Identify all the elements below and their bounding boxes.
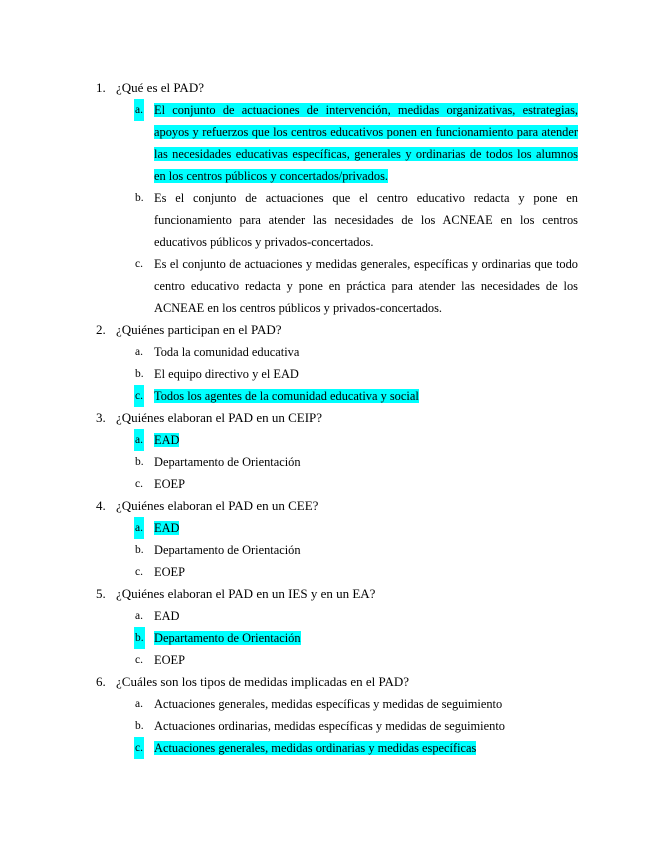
answer-option: [96, 363, 578, 385]
answer-text-wrapper: [154, 253, 578, 319]
answer-option: [96, 341, 578, 363]
answer-text-wrapper: [154, 363, 578, 385]
question-item: [96, 495, 578, 583]
answer-text: Actuaciones generales, medidas ordinarias y medidas específicas: [154, 741, 477, 755]
question-line: [96, 407, 578, 429]
answer-text: Departamento de Orientación: [154, 455, 301, 469]
question-list: [96, 77, 578, 759]
question-text: ¿Quiénes elaboran el PAD en un CEE?: [116, 498, 319, 513]
answer-text: Es el conjunto de actuaciones y medidas generales, específicas y ordinarias que todo centro educativo redacta y pone en práctica para atender las necesidades de los ACNEAE en los centros públicos y privados-concertados.: [154, 257, 578, 315]
answer-letter: b.: [135, 544, 144, 556]
answer-letter: b.: [135, 192, 144, 204]
answer-text-wrapper: [154, 693, 578, 715]
question-number: 3.: [96, 410, 106, 425]
answer-option: [96, 649, 578, 671]
answer-text: EAD: [154, 609, 180, 623]
answer-text: EAD: [154, 521, 180, 535]
question-item: [96, 407, 578, 495]
answer-option-highlighted: [96, 737, 578, 759]
answer-option: [96, 693, 578, 715]
question-text: ¿Qué es el PAD?: [116, 80, 204, 95]
question-line: [96, 319, 578, 341]
answer-letter: c.: [135, 258, 143, 270]
answer-text-wrapper: [154, 429, 578, 451]
answer-text: Actuaciones ordinarias, medidas específicas y medidas de seguimiento: [154, 719, 505, 733]
answer-option-highlighted: [96, 385, 578, 407]
answer-option: [96, 715, 578, 737]
answer-option: [96, 605, 578, 627]
answer-option-highlighted: [96, 517, 578, 539]
question-number: 2.: [96, 322, 106, 337]
question-item: [96, 77, 578, 319]
answer-text: Es el conjunto de actuaciones que el centro educativo redacta y pone en funcionamiento para atender las necesidades de los ACNEAE en los centros educativos públicos y privados-concertados.: [154, 191, 578, 249]
answer-text: EOEP: [154, 477, 185, 491]
answer-option: [96, 253, 578, 319]
question-line: [96, 495, 578, 517]
answer-text-wrapper: [154, 605, 578, 627]
answer-text-wrapper: [154, 341, 578, 363]
question-text: ¿Cuáles son los tipos de medidas implicadas en el PAD?: [116, 674, 410, 689]
answer-text-wrapper: [154, 627, 578, 649]
question-item: [96, 671, 578, 759]
answer-text-wrapper: [154, 385, 578, 407]
answer-letter: b.: [135, 456, 144, 468]
answer-option: [96, 187, 578, 253]
answer-text-wrapper: [154, 539, 578, 561]
answer-letter: c.: [134, 385, 144, 407]
question-line: [96, 583, 578, 605]
answer-letter: b.: [135, 368, 144, 380]
answer-text-wrapper: [154, 451, 578, 473]
answer-letter: a.: [135, 698, 143, 710]
answer-text: Todos los agentes de la comunidad educativa y social: [154, 389, 419, 403]
answer-letter: a.: [135, 610, 143, 622]
answer-letter: c.: [135, 654, 143, 666]
answer-text-wrapper: [154, 561, 578, 583]
question-number: 6.: [96, 674, 106, 689]
answer-text: Actuaciones generales, medidas específicas y medidas de seguimiento: [154, 697, 503, 711]
answer-text-wrapper: [154, 715, 578, 737]
question-line: [96, 77, 578, 99]
question-number: 1.: [96, 80, 106, 95]
answer-option-highlighted: [96, 429, 578, 451]
answer-text-wrapper: [154, 517, 578, 539]
answer-option: [96, 539, 578, 561]
answer-option: [96, 473, 578, 495]
answer-text-wrapper: [154, 187, 578, 253]
question-item: [96, 583, 578, 671]
answer-option-highlighted: [96, 627, 578, 649]
answer-option: [96, 561, 578, 583]
question-number: 4.: [96, 498, 106, 513]
answer-letter: b.: [135, 720, 144, 732]
answer-text: Departamento de Orientación: [154, 631, 301, 645]
answer-letter: c.: [135, 566, 143, 578]
answer-text: Departamento de Orientación: [154, 543, 301, 557]
answer-text-wrapper: [154, 737, 578, 759]
answer-text-wrapper: [154, 99, 578, 187]
question-text: ¿Quiénes elaboran el PAD en un IES y en un EA?: [116, 586, 376, 601]
answer-text: EOEP: [154, 565, 185, 579]
answer-letter: a.: [135, 346, 143, 358]
answer-letter: b.: [134, 627, 145, 649]
question-number: 5.: [96, 586, 106, 601]
question-line: [96, 671, 578, 693]
answer-text: EAD: [154, 433, 180, 447]
answer-letter: a.: [134, 429, 144, 451]
answer-letter: a.: [134, 517, 144, 539]
answer-option-highlighted: [96, 99, 578, 187]
answer-text-wrapper: [154, 473, 578, 495]
answer-option: [96, 451, 578, 473]
answer-text: El equipo directivo y el EAD: [154, 367, 299, 381]
question-text: ¿Quiénes elaboran el PAD en un CEIP?: [116, 410, 323, 425]
answer-letter: c.: [135, 478, 143, 490]
answer-letter: c.: [134, 737, 144, 759]
question-item: [96, 319, 578, 407]
answer-text: El conjunto de actuaciones de intervención, medidas organizativas, estrategias, apoyos y refuerzos que los centros educativos ponen en funcionamiento para atender las necesidades educativas específicas, generales y ordinarias de todos los alumnos en los centros públicos y concertados/privados.: [154, 103, 578, 183]
answer-text: EOEP: [154, 653, 185, 667]
answer-letter: a.: [134, 99, 144, 121]
answer-text-wrapper: [154, 649, 578, 671]
question-text: ¿Quiénes participan en el PAD?: [116, 322, 282, 337]
answer-text: Toda la comunidad educativa: [154, 345, 300, 359]
